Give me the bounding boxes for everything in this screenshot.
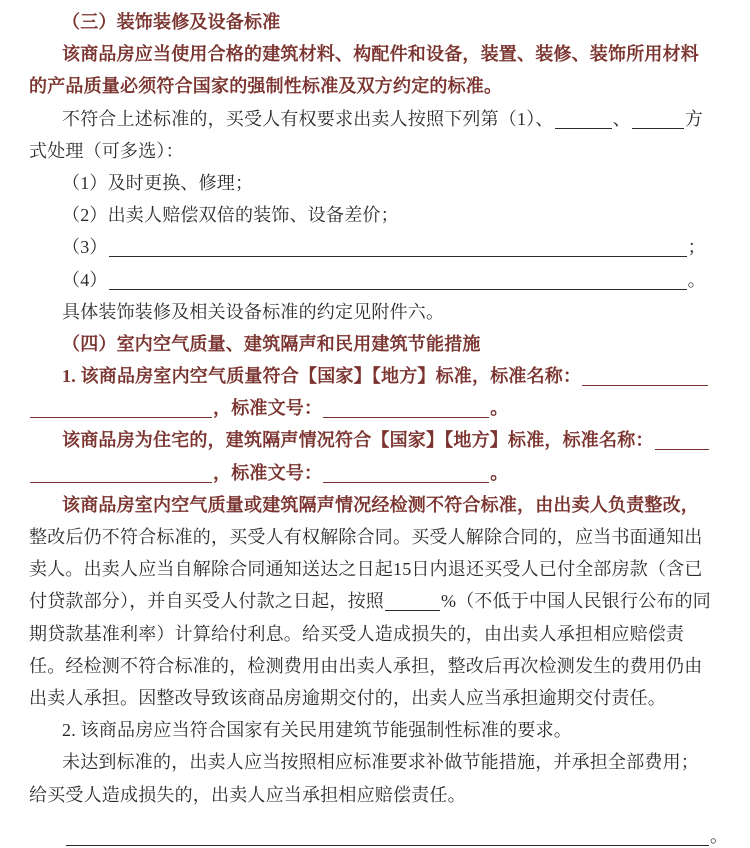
highlighted-clause-line [29, 392, 722, 424]
clause-line [29, 264, 722, 296]
clause-line [29, 103, 722, 135]
text-run: （1）及时更换、修理； [62, 172, 254, 193]
clause-line [29, 618, 722, 650]
text-run: 方 [684, 108, 704, 129]
fill-in-blank-field [632, 110, 684, 129]
text-run: （三）装饰装修及设备标准 [62, 12, 281, 32]
clause-line [29, 714, 722, 746]
fill-in-blank-field [323, 464, 489, 483]
text-run: 。 [490, 462, 509, 483]
fill-in-blank-field [109, 271, 687, 290]
fill-in-blank-field [555, 110, 612, 129]
text-run: %（不低于中国人民银行公布的同 [441, 591, 711, 612]
fill-in-blank-field [385, 592, 440, 611]
text-run: 的产品质量必须符合国家的强制性标准及双方约定的标准。 [29, 76, 503, 97]
text-run: ； [687, 237, 706, 258]
highlighted-clause-line [29, 489, 722, 521]
highlighted-clause-line [29, 328, 722, 360]
clause-line [29, 296, 722, 328]
clause-line [29, 553, 722, 585]
text-run: 卖人。出卖人应当自解除合同通知送达之日起15日内退还买受人已付全部房款（含已 [29, 559, 703, 580]
text-run: 、 [612, 108, 631, 129]
text-run: 不符合上述标准的，买受人有权要求出卖人按照下列第（1）、 [62, 108, 554, 129]
text-run: 。 [687, 269, 706, 290]
fill-in-blank-field [582, 367, 708, 386]
text-run: 具体装饰装修及相关设备标准的约定见附件六。 [62, 301, 445, 322]
clause-line [29, 231, 722, 263]
clause-line [29, 585, 722, 617]
fill-in-blank-field [30, 399, 212, 418]
highlighted-clause-line [29, 38, 722, 70]
clause-line [29, 820, 729, 848]
highlighted-clause-line [29, 70, 722, 102]
text-run: 整改后仍不符合标准的，买受人有权解除合同。买受人解除合同的，应当书面通知出 [29, 527, 703, 547]
text-run: ，标准文号： [213, 462, 323, 483]
highlighted-clause-line [29, 360, 722, 392]
text-run: 。 [490, 398, 509, 419]
clause-line [29, 746, 722, 778]
text-run: 期贷款基准利率）计算给付利息。给买受人造成损失的，由出卖人承担相应赔偿责 [29, 623, 685, 644]
clause-line [29, 779, 722, 811]
highlighted-clause-line [29, 6, 722, 38]
highlighted-clause-line [29, 424, 722, 456]
text-run: 未达到标准的，出卖人应当按照相应标准要求补做节能措施，并承担全部费用； [62, 752, 699, 773]
text-run: 。 [710, 825, 729, 846]
text-run: 1. 该商品房室内空气质量符合【国家】【地方】标准，标准名称： [62, 366, 582, 387]
text-run: 2. 该商品房应当符合国家有关民用建筑节能强制性标准的要求。 [62, 720, 572, 741]
clause-line [29, 199, 722, 231]
text-run: （3） [62, 237, 108, 258]
fill-in-blank-field [323, 399, 489, 418]
fill-in-blank-field [30, 464, 212, 483]
clause-line [29, 135, 722, 167]
fill-in-blank-field [655, 431, 709, 450]
text-run: 该商品房应当使用合格的建筑材料、构配件和设备，装置、装修、装饰所用材料 [62, 44, 699, 65]
text-run: 给买受人造成损失的，出卖人应当承担相应赔偿责任。 [29, 784, 466, 805]
clause-line [29, 650, 722, 682]
clause-line [29, 167, 722, 199]
fill-in-blank-field [66, 827, 709, 846]
text-run: 式处理（可多选）： [29, 140, 184, 161]
text-run: 该商品房室内空气质量或建筑隔声情况经检测不符合标准，由出卖人负责整改， [62, 494, 699, 515]
text-run: 该商品房为住宅的，建筑隔声情况符合【国家】【地方】标准，标准名称： [62, 430, 654, 451]
text-run: （四）室内空气质量、建筑隔声和民用建筑节能措施 [62, 333, 481, 354]
highlighted-clause-line [29, 457, 722, 489]
fill-in-blank-field [109, 238, 687, 257]
clause-line [29, 521, 722, 553]
document-body [29, 6, 729, 848]
text-run: （2）出卖人赔偿双倍的装饰、设备差价； [62, 205, 399, 226]
text-run: 付贷款部分），并自买受人付款之日起，按照 [29, 591, 384, 612]
text-run: ，标准文号： [213, 398, 323, 419]
clause-line [29, 682, 722, 714]
text-run: 出卖人承担。因整改导致该商品房逾期交付的，出卖人应当承担逾期交付责任。 [29, 687, 666, 708]
text-run: 任。经检测不符合标准的，检测费用由出卖人承担，整改后再次检测发生的费用仍由 [29, 655, 703, 676]
text-run: （4） [62, 269, 108, 290]
